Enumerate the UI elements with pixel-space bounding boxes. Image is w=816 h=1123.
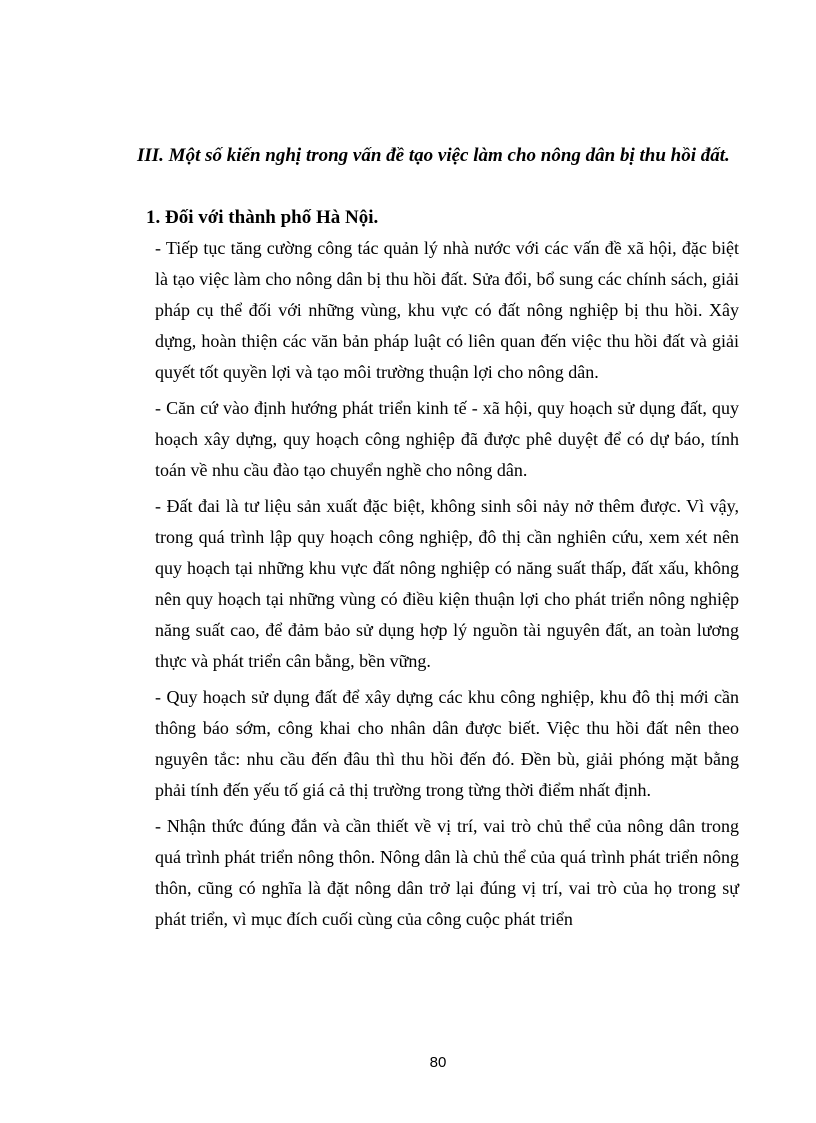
- paragraph: - Căn cứ vào định hướng phát triển kinh tế - xã hội, quy hoạch sử dụng đất, quy hoạch xây dựng, quy hoạch công nghiệp đã được phê duyệt để có dự báo, tính toán về nhu cầu đào tạo chuyển nghề cho nông dân.: [155, 398, 739, 480]
- paragraph: - Tiếp tục tăng cường công tác quản lý nhà nước với các vấn đề xã hội, đặc biệt là tạo việc làm cho nông dân bị thu hồi đất. Sửa đổi, bổ sung các chính sách, giải pháp cụ thể đối với những vùng, khu vực có đất nông nghiệp bị thu hồi. Xây dựng, hoàn thiện các văn bản pháp luật có liên quan đến việc thu hồi đất và giải quyết tốt quyền lợi và tạo môi trường thuận lợi cho nông dân.: [155, 238, 739, 382]
- paragraph: - Đất đai là tư liệu sản xuất đặc biệt, không sinh sôi nảy nở thêm được. Vì vậy, trong quá trình lập quy hoạch công nghiệp, đô thị cần nghiên cứu, xem xét nên quy hoạch tại những khu vực đất nông nghiệp có năng suất thấp, đất xấu, không nên quy hoạch tại những vùng có điều kiện thuận lợi cho phát triển nông nghiệp năng suất cao, để đảm bảo sử dụng hợp lý nguồn tài nguyên đất, an toàn lương thực và phát triển cân bằng, bền vững.: [155, 496, 739, 671]
- subheading: 1. Đối với thành phố Hà Nội.: [146, 207, 379, 228]
- body-text: [155, 233, 739, 940]
- section-heading: III. Một số kiến nghị trong vấn đề tạo việc làm cho nông dân bị thu hồi đất.: [137, 145, 730, 166]
- paragraph: - Nhận thức đúng đắn và cần thiết về vị trí, vai trò chủ thể của nông dân trong quá trình phát triển nông thôn. Nông dân là chủ thể của quá trình phát triển nông thôn, cũng có nghĩa là đặt nông dân trở lại đúng vị trí, vai trò của họ trong sự phát triển, vì mục đích cuối cùng của công cuộc phát triển: [155, 816, 739, 929]
- paragraph: - Quy hoạch sử dụng đất để xây dựng các khu công nghiệp, khu đô thị mới cần thông báo sớm, công khai cho nhân dân được biết. Việc thu hồi đất nên theo nguyên tắc: nhu cầu đến đâu thì thu hồi đến đó. Đền bù, giải phóng mặt bằng phải tính đến yếu tố giá cả thị trường trong từng thời điểm nhất định.: [155, 687, 739, 800]
- page-number: 80: [429, 1054, 447, 1071]
